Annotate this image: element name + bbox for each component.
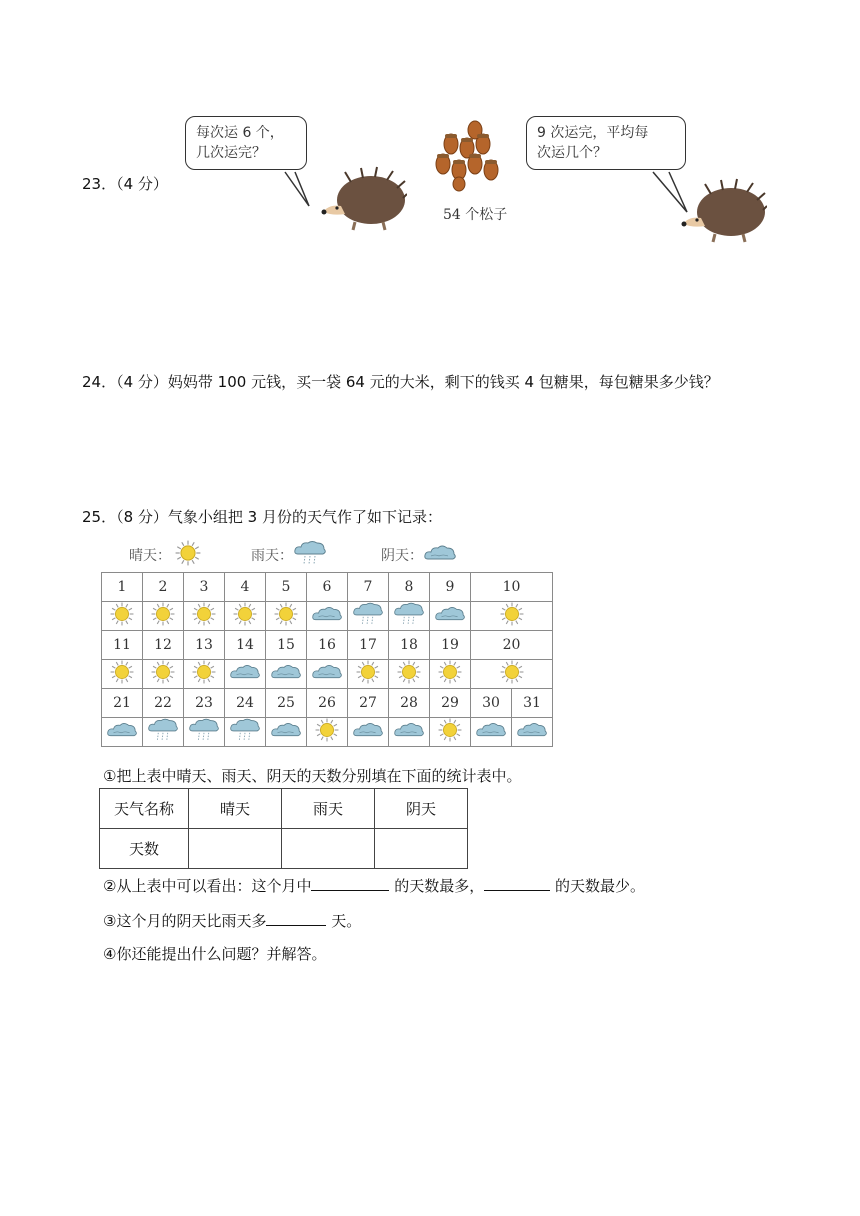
calendar-weather-cell <box>389 718 430 747</box>
rain-cloud-icon <box>393 602 425 626</box>
calendar-day-cell: 13 <box>184 631 225 660</box>
calendar-day-cell: 18 <box>389 631 430 660</box>
q25-sub1: ①把上表中晴天、雨天、阴天的天数分别填在下面的统计表中。 <box>103 767 522 785</box>
calendar-day-cell: 17 <box>348 631 389 660</box>
calendar-day-cell: 16 <box>307 631 348 660</box>
stats-header-cell: 天气名称 <box>100 789 189 829</box>
bubble-left-tail <box>281 170 311 210</box>
calendar-day-row <box>102 631 553 660</box>
calendar-day-cell: 7 <box>348 573 389 602</box>
calendar-weather-cell <box>102 718 143 747</box>
calendar-weather-cell <box>184 660 225 689</box>
cloud-icon <box>516 718 548 742</box>
calendar-day-cell: 25 <box>266 689 307 718</box>
sub3-part-a: ③这个月的阴天比雨天多 <box>103 912 267 930</box>
rain-cloud-icon <box>229 718 261 742</box>
sun-icon <box>434 718 466 742</box>
sun-icon <box>106 660 138 684</box>
calendar-weather-cell <box>307 660 348 689</box>
most-days-blank[interactable] <box>311 876 389 891</box>
calendar-weather-cell <box>430 602 471 631</box>
q23-number: 23．（4 分） <box>82 175 168 193</box>
calendar-weather-cell <box>266 660 307 689</box>
cloud-icon <box>393 718 425 742</box>
sun-icon <box>393 660 425 684</box>
sun-icon <box>171 540 205 570</box>
cloud-icon <box>311 602 343 626</box>
calendar-day-cell: 3 <box>184 573 225 602</box>
weather-stats-table <box>99 788 468 869</box>
sub3-part-b: 天。 <box>331 912 362 930</box>
sun-icon <box>147 602 179 626</box>
calendar-day-cell: 30 <box>471 689 512 718</box>
weather-legend <box>101 536 563 570</box>
rain-cloud-icon <box>188 718 220 742</box>
cloud-icon <box>434 602 466 626</box>
sun-icon <box>311 718 343 742</box>
calendar-day-cell: 9 <box>430 573 471 602</box>
cloud-icon <box>352 718 384 742</box>
speech-bubble-left <box>185 116 307 170</box>
calendar-weather-row <box>102 718 553 747</box>
calendar-weather-cell <box>389 602 430 631</box>
sun-icon <box>188 660 220 684</box>
calendar-day-row <box>102 573 553 602</box>
calendar-weather-cell <box>348 660 389 689</box>
least-days-blank[interactable] <box>484 876 550 891</box>
sub2-part-b: 的天数最多， <box>394 877 485 895</box>
calendar-day-cell: 27 <box>348 689 389 718</box>
calendar-weather-cell <box>471 718 512 747</box>
legend-label: 阴天： <box>381 548 423 564</box>
calendar-day-cell: 20 <box>471 631 553 660</box>
bubble-left-line-1: 每次运 6 个， <box>196 125 284 141</box>
calendar-weather-cell <box>143 718 184 747</box>
calendar-weather-cell <box>389 660 430 689</box>
sub2-part-c: 的天数最少。 <box>555 877 646 895</box>
calendar-day-cell: 4 <box>225 573 266 602</box>
calendar-weather-cell <box>102 660 143 689</box>
q24-text: 24．（4 分）妈妈带 100 元钱，买一袋 64 元的大米，剩下的钱买 4 包糖果，每包糖果多少钱？ <box>82 373 719 391</box>
calendar-weather-cell <box>225 602 266 631</box>
legend-label: 晴天： <box>129 548 171 564</box>
rainy-days-answer-cell[interactable] <box>282 829 375 869</box>
calendar-weather-cell <box>266 602 307 631</box>
calendar-day-cell: 28 <box>389 689 430 718</box>
calendar-weather-cell <box>143 602 184 631</box>
calendar-day-cell: 15 <box>266 631 307 660</box>
stats-header-cell: 晴天 <box>189 789 282 829</box>
cloud-icon <box>106 718 138 742</box>
q25-sub2 <box>103 875 645 896</box>
calendar-weather-cell <box>307 602 348 631</box>
calendar-weather-cell <box>430 660 471 689</box>
calendar-day-cell: 5 <box>266 573 307 602</box>
calendar-weather-row <box>102 660 553 689</box>
calendar-weather-cell <box>471 602 553 631</box>
calendar-day-cell: 10 <box>471 573 553 602</box>
sub2-part-a: ②从上表中可以看出：这个月中 <box>103 877 312 895</box>
sun-icon <box>496 602 528 626</box>
calendar-weather-cell <box>348 718 389 747</box>
calendar-day-cell: 22 <box>143 689 184 718</box>
calendar-day-cell: 19 <box>430 631 471 660</box>
sun-icon <box>270 602 302 626</box>
stats-header-cell: 阴天 <box>375 789 468 829</box>
sun-icon <box>188 602 220 626</box>
cloud-icon <box>311 660 343 684</box>
nut-caption: 54 个松子 <box>443 207 508 223</box>
calendar-weather-cell <box>143 660 184 689</box>
sun-icon <box>352 660 384 684</box>
calendar-weather-cell <box>225 718 266 747</box>
weather-calendar-table <box>101 572 553 747</box>
calendar-weather-cell <box>225 660 266 689</box>
cloud-icon <box>423 540 457 566</box>
calendar-day-cell: 8 <box>389 573 430 602</box>
calendar-weather-cell <box>184 602 225 631</box>
calendar-day-cell: 11 <box>102 631 143 660</box>
bubble-right-line-2: 次运几个？ <box>537 145 607 161</box>
calendar-day-cell: 21 <box>102 689 143 718</box>
sun-icon <box>434 660 466 684</box>
cloud-icon <box>270 718 302 742</box>
cloud-icon <box>270 660 302 684</box>
sunny-days-answer-cell[interactable] <box>189 829 282 869</box>
calendar-day-cell: 29 <box>430 689 471 718</box>
bubble-right-line-1: 9 次运完，平均每 <box>537 125 649 141</box>
cloud-icon <box>229 660 261 684</box>
stats-header-cell: 雨天 <box>282 789 375 829</box>
calendar-weather-cell <box>307 718 348 747</box>
q23-illustration <box>181 108 767 250</box>
cloud-icon <box>423 540 457 570</box>
q25-text: 25．（8 分）气象小组把 3 月份的天气作了如下记录： <box>82 508 442 526</box>
sun-icon <box>171 540 205 566</box>
calendar-day-cell: 1 <box>102 573 143 602</box>
calendar-weather-cell <box>471 660 553 689</box>
acorn-pile-icon <box>429 120 509 192</box>
cloud-icon <box>475 718 507 742</box>
calendar-day-row <box>102 689 553 718</box>
calendar-day-cell: 2 <box>143 573 184 602</box>
hedgehog-icon <box>321 166 407 232</box>
stats-answer-row <box>100 829 468 869</box>
calendar-weather-cell <box>348 602 389 631</box>
difference-blank[interactable] <box>266 911 326 926</box>
calendar-weather-cell <box>266 718 307 747</box>
q25-sub4: ④你还能提出什么问题？并解答。 <box>103 945 327 963</box>
calendar-day-cell: 26 <box>307 689 348 718</box>
stats-header-row <box>100 789 468 829</box>
stats-row-label: 天数 <box>100 829 189 869</box>
rain-cloud-icon <box>293 540 327 566</box>
rain-cloud-icon <box>293 540 327 570</box>
calendar-day-cell: 23 <box>184 689 225 718</box>
calendar-weather-cell <box>184 718 225 747</box>
calendar-day-cell: 31 <box>512 689 553 718</box>
calendar-weather-cell <box>512 718 553 747</box>
legend-label: 雨天： <box>251 548 293 564</box>
sun-icon <box>229 602 261 626</box>
sun-icon <box>106 602 138 626</box>
calendar-day-cell: 14 <box>225 631 266 660</box>
q25-sub3 <box>103 910 361 931</box>
rain-cloud-icon <box>147 718 179 742</box>
calendar-weather-row <box>102 602 553 631</box>
speech-bubble-right <box>526 116 686 170</box>
calendar-day-cell: 24 <box>225 689 266 718</box>
calendar-day-cell: 6 <box>307 573 348 602</box>
hedgehog-icon <box>681 178 767 244</box>
calendar-day-cell: 12 <box>143 631 184 660</box>
calendar-weather-cell <box>102 602 143 631</box>
legend-item <box>129 540 205 570</box>
legend-item <box>251 540 327 570</box>
cloudy-days-answer-cell[interactable] <box>375 829 468 869</box>
sun-icon <box>147 660 179 684</box>
calendar-weather-cell <box>430 718 471 747</box>
rain-cloud-icon <box>352 602 384 626</box>
sun-icon <box>496 660 528 684</box>
bubble-left-line-2: 几次运完？ <box>196 145 266 161</box>
weather-record-figure <box>101 536 563 752</box>
legend-item <box>381 540 457 570</box>
